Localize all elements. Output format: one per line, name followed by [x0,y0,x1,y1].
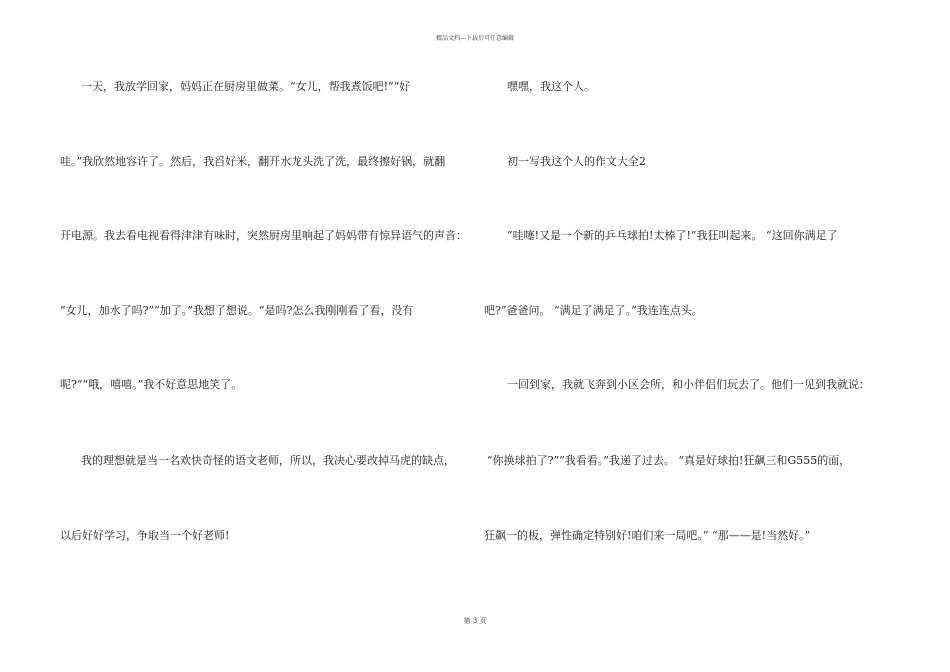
left-paragraph-line: 呢?”“哦，嘻嘻。”我不好意思地笑了。 [60,378,243,391]
right-paragraph-line: 嘿嘿，我这个人。 [507,80,595,93]
page-header: 精品文档---下载后可任意编辑 [435,35,515,42]
left-paragraph-line: 以后好好学习，争取当一个好老师! [60,529,230,542]
right-paragraph-line: 狂飙一的板，弹性确定特别好!咱们来一局吧。” “那——是!当然好。” [484,529,811,542]
right-paragraph-line: 初一写我这个人的作文大全2 [507,155,646,168]
right-paragraph-line: “你换球拍了?”“我看看。”我递了过去。 “真是好球拍!狂飙三和G555的面， [487,454,851,467]
left-paragraph-line: 开电源。我去看电视看得津津有味时，突然厨房里响起了妈妈带有惊异语气的声音： [60,229,467,242]
left-paragraph-line: 一天，我放学回家，妈妈正在厨房里做菜。“女儿，帮我煮饭吧!”“好 [81,80,411,93]
left-paragraph-line: “女儿，加水了吗?”“加了。”我想了想说。“是吗?怎么我刚刚看了看，没有 [60,304,414,317]
left-paragraph-line: 哇。”我欣然地容许了。然后，我舀好米，翻开水龙头洗了洗，最终擦好锅，就翻 [60,155,446,168]
left-paragraph-line: 我的理想就是当一名欢快奇怪的语文老师，所以，我决心要改掉马虎的缺点， [81,454,455,467]
right-paragraph-line: 吧?”爸爸问。 “满足了满足了。”我连连点头。 [484,304,703,317]
right-paragraph-line: “哇噻!又是一个新的乒乓球拍!太棒了!”我狂叫起来。 “这回你满足了 [507,229,838,242]
right-paragraph-line: 一回到家，我就飞奔到小区会所，和小伴侣们玩去了。他们一见到我就说： [507,378,870,391]
page-number: 第 3 页 [463,617,487,625]
